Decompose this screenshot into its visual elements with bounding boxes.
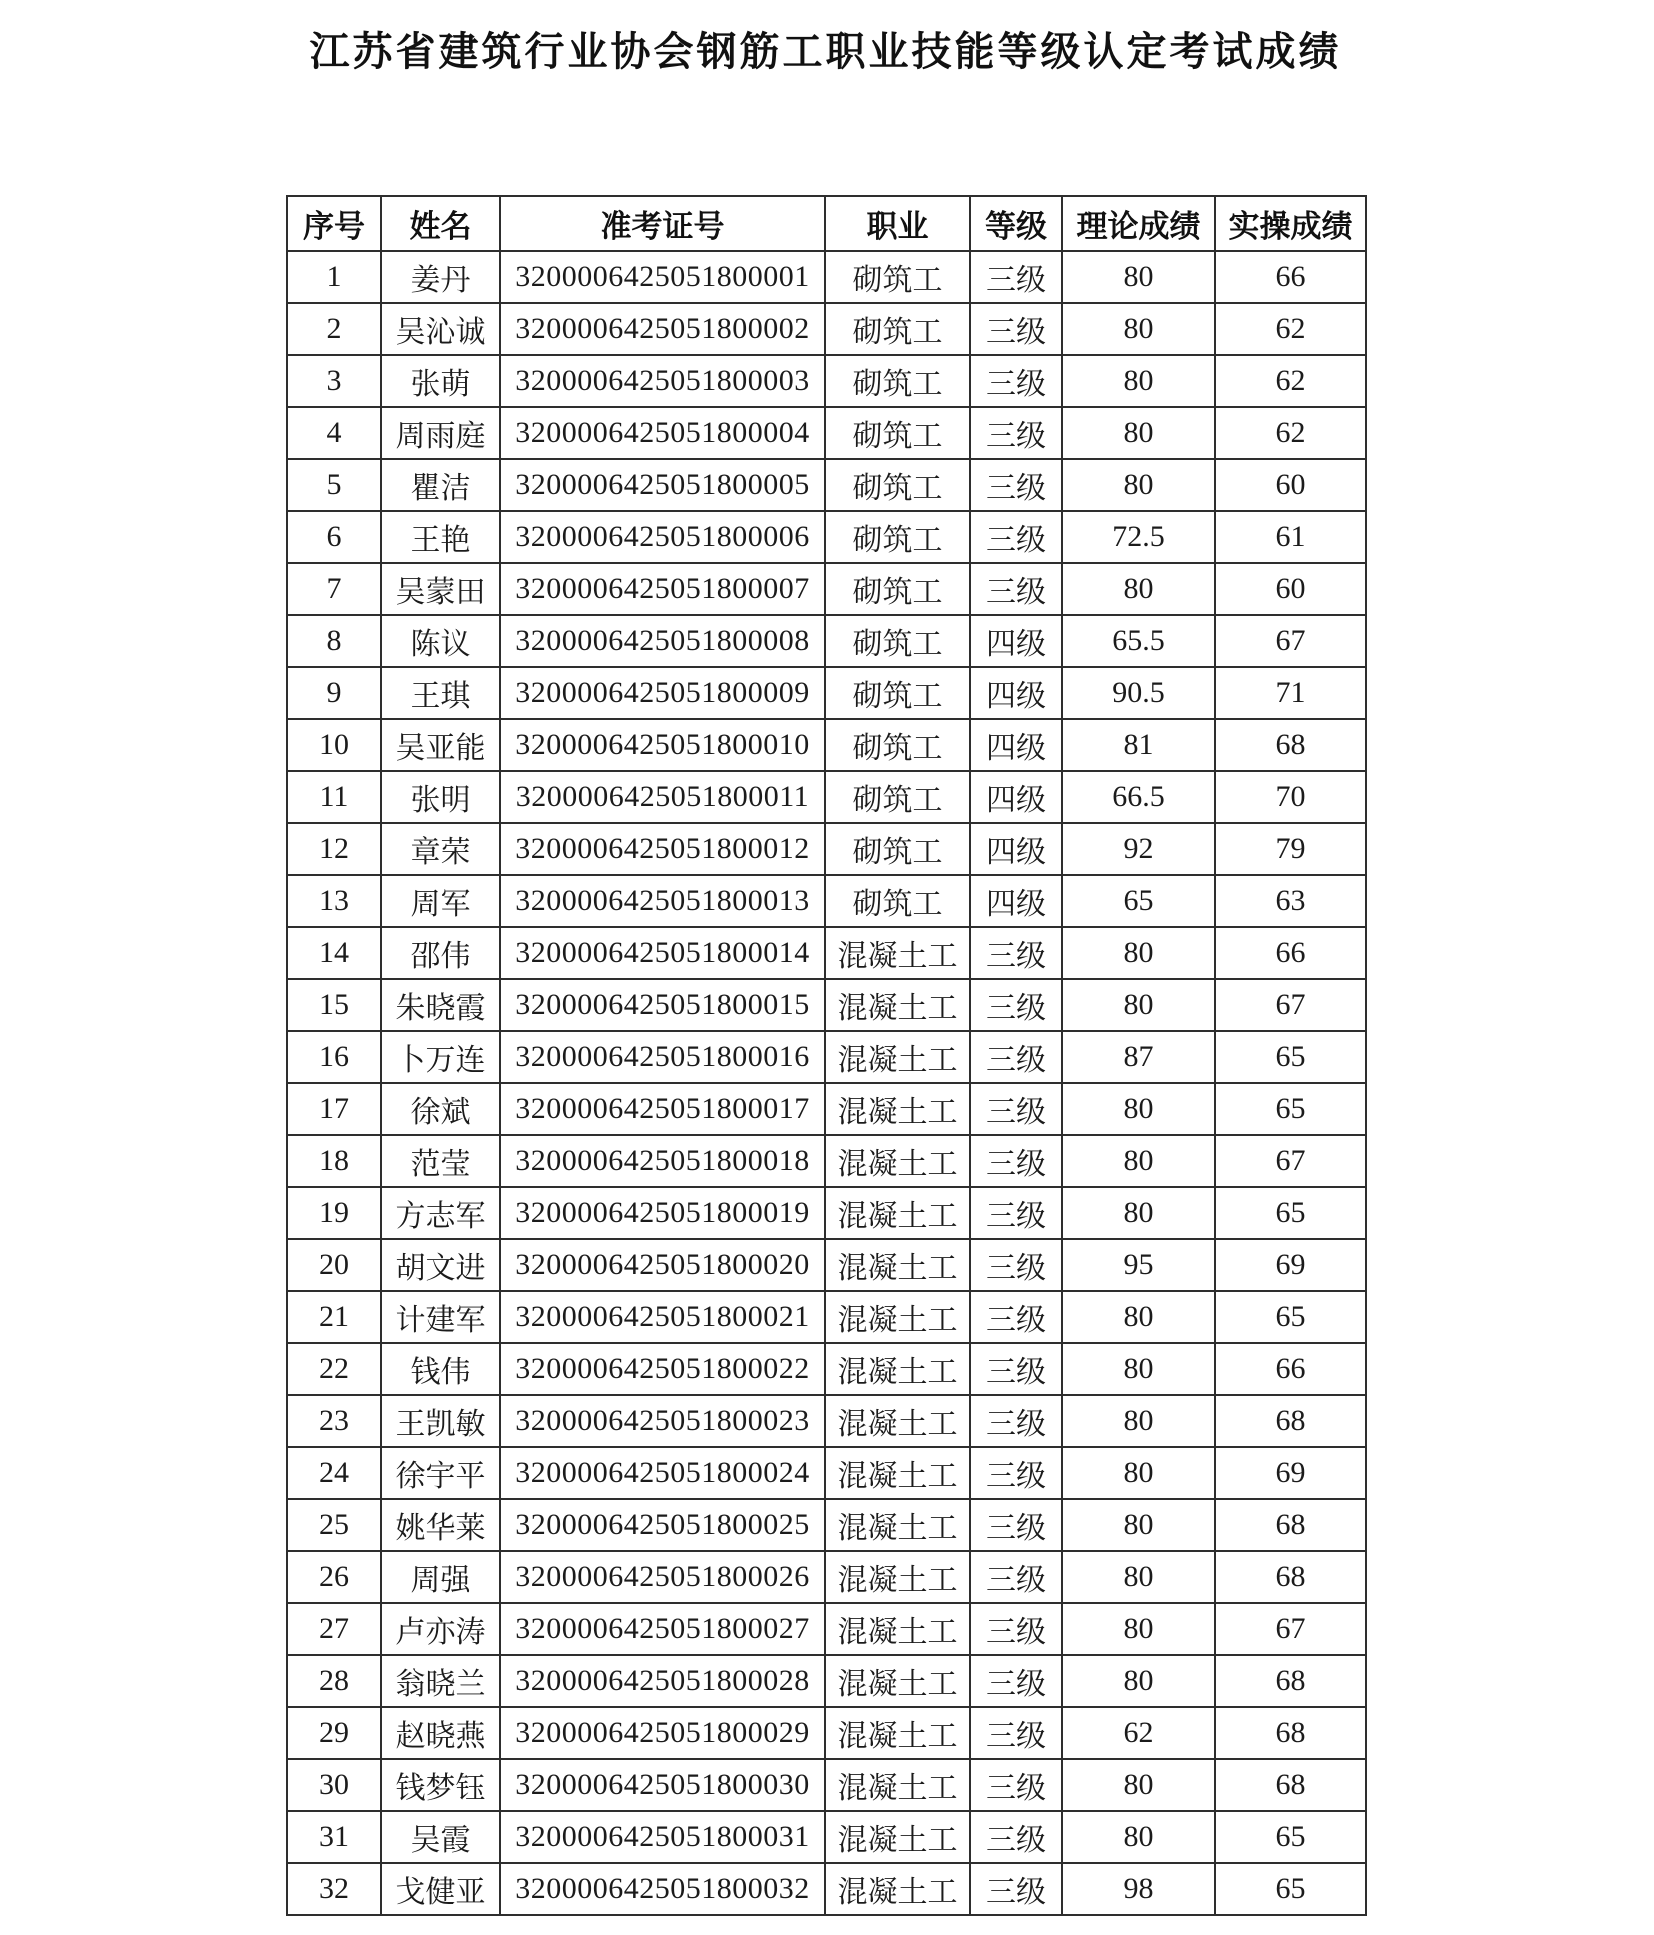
cell-ticket-number: 3200006425051800007 [500, 563, 825, 615]
cell-practical-score: 66 [1215, 251, 1366, 303]
cell-theory-score: 80 [1062, 1603, 1215, 1655]
cell-level: 三级 [970, 1499, 1062, 1551]
cell-theory-score: 80 [1062, 1083, 1215, 1135]
cell-name: 张明 [381, 771, 500, 823]
cell-ticket-number: 3200006425051800024 [500, 1447, 825, 1499]
cell-ticket-number: 3200006425051800011 [500, 771, 825, 823]
table-row [287, 355, 1366, 407]
cell-occupation: 混凝土工 [825, 1707, 970, 1759]
cell-level: 三级 [970, 459, 1062, 511]
cell-index: 25 [287, 1499, 381, 1551]
cell-level: 三级 [970, 1395, 1062, 1447]
cell-occupation: 砌筑工 [825, 875, 970, 927]
cell-occupation: 混凝土工 [825, 1447, 970, 1499]
cell-name: 周强 [381, 1551, 500, 1603]
cell-theory-score: 80 [1062, 1395, 1215, 1447]
cell-name: 吴沁诚 [381, 303, 500, 355]
cell-practical-score: 62 [1215, 407, 1366, 459]
cell-practical-score: 68 [1215, 1655, 1366, 1707]
cell-occupation: 混凝土工 [825, 1759, 970, 1811]
cell-ticket-number: 3200006425051800025 [500, 1499, 825, 1551]
cell-level: 三级 [970, 1187, 1062, 1239]
cell-occupation: 混凝土工 [825, 1863, 970, 1915]
cell-name: 胡文进 [381, 1239, 500, 1291]
cell-index: 29 [287, 1707, 381, 1759]
cell-name: 方志军 [381, 1187, 500, 1239]
cell-practical-score: 66 [1215, 1343, 1366, 1395]
cell-occupation: 砌筑工 [825, 511, 970, 563]
cell-occupation: 砌筑工 [825, 615, 970, 667]
cell-theory-score: 80 [1062, 1759, 1215, 1811]
cell-theory-score: 90.5 [1062, 667, 1215, 719]
cell-level: 三级 [970, 979, 1062, 1031]
cell-occupation: 混凝土工 [825, 1603, 970, 1655]
cell-name: 徐宇平 [381, 1447, 500, 1499]
cell-name: 钱伟 [381, 1343, 500, 1395]
cell-practical-score: 60 [1215, 459, 1366, 511]
cell-name: 姚华莱 [381, 1499, 500, 1551]
cell-practical-score: 65 [1215, 1811, 1366, 1863]
cell-occupation: 混凝土工 [825, 979, 970, 1031]
cell-index: 8 [287, 615, 381, 667]
cell-ticket-number: 3200006425051800021 [500, 1291, 825, 1343]
cell-theory-score: 72.5 [1062, 511, 1215, 563]
cell-theory-score: 80 [1062, 1343, 1215, 1395]
cell-level: 三级 [970, 1759, 1062, 1811]
cell-practical-score: 68 [1215, 1759, 1366, 1811]
cell-ticket-number: 3200006425051800029 [500, 1707, 825, 1759]
header-col-name: 姓名 [381, 196, 500, 251]
table-row [287, 563, 1366, 615]
cell-practical-score: 65 [1215, 1083, 1366, 1135]
cell-index: 30 [287, 1759, 381, 1811]
cell-practical-score: 67 [1215, 615, 1366, 667]
cell-level: 三级 [970, 1291, 1062, 1343]
cell-ticket-number: 3200006425051800009 [500, 667, 825, 719]
cell-ticket-number: 3200006425051800008 [500, 615, 825, 667]
cell-name: 朱晓霞 [381, 979, 500, 1031]
cell-occupation: 砌筑工 [825, 407, 970, 459]
table-row [287, 1239, 1366, 1291]
cell-level: 三级 [970, 511, 1062, 563]
cell-ticket-number: 3200006425051800006 [500, 511, 825, 563]
cell-level: 四级 [970, 823, 1062, 875]
results-table [286, 195, 1367, 1916]
cell-ticket-number: 3200006425051800023 [500, 1395, 825, 1447]
table-row [287, 1291, 1366, 1343]
cell-practical-score: 66 [1215, 927, 1366, 979]
table-row [287, 1811, 1366, 1863]
cell-index: 24 [287, 1447, 381, 1499]
table-row [287, 771, 1366, 823]
cell-practical-score: 70 [1215, 771, 1366, 823]
cell-occupation: 混凝土工 [825, 927, 970, 979]
cell-name: 范莹 [381, 1135, 500, 1187]
cell-level: 三级 [970, 1239, 1062, 1291]
cell-theory-score: 95 [1062, 1239, 1215, 1291]
cell-practical-score: 65 [1215, 1031, 1366, 1083]
cell-index: 17 [287, 1083, 381, 1135]
table-row [287, 511, 1366, 563]
table-row [287, 1447, 1366, 1499]
cell-theory-score: 80 [1062, 1291, 1215, 1343]
cell-occupation: 混凝土工 [825, 1291, 970, 1343]
cell-name: 王凯敏 [381, 1395, 500, 1447]
table-row [287, 1499, 1366, 1551]
cell-level: 四级 [970, 771, 1062, 823]
table-row [287, 1083, 1366, 1135]
cell-practical-score: 68 [1215, 1551, 1366, 1603]
table-row [287, 251, 1366, 303]
cell-level: 三级 [970, 1863, 1062, 1915]
cell-level: 三级 [970, 1655, 1062, 1707]
cell-index: 13 [287, 875, 381, 927]
cell-theory-score: 80 [1062, 1551, 1215, 1603]
cell-theory-score: 66.5 [1062, 771, 1215, 823]
page-title: 江苏省建筑行业协会钢筋工职业技能等级认定考试成绩 [309, 29, 1342, 74]
cell-name: 徐斌 [381, 1083, 500, 1135]
cell-ticket-number: 3200006425051800010 [500, 719, 825, 771]
cell-name: 翁晓兰 [381, 1655, 500, 1707]
table-row [287, 407, 1366, 459]
cell-occupation: 混凝土工 [825, 1083, 970, 1135]
cell-level: 四级 [970, 667, 1062, 719]
cell-theory-score: 80 [1062, 1811, 1215, 1863]
cell-ticket-number: 3200006425051800018 [500, 1135, 825, 1187]
cell-occupation: 混凝土工 [825, 1031, 970, 1083]
cell-ticket-number: 3200006425051800030 [500, 1759, 825, 1811]
cell-practical-score: 68 [1215, 1707, 1366, 1759]
cell-name: 瞿洁 [381, 459, 500, 511]
header-col-theory-score: 理论成绩 [1062, 196, 1215, 251]
table-header [287, 196, 1366, 251]
table-row [287, 1863, 1366, 1915]
cell-practical-score: 62 [1215, 303, 1366, 355]
cell-ticket-number: 3200006425051800022 [500, 1343, 825, 1395]
cell-occupation: 混凝土工 [825, 1655, 970, 1707]
cell-name: 姜丹 [381, 251, 500, 303]
cell-index: 18 [287, 1135, 381, 1187]
cell-theory-score: 80 [1062, 563, 1215, 615]
cell-ticket-number: 3200006425051800031 [500, 1811, 825, 1863]
cell-occupation: 混凝土工 [825, 1135, 970, 1187]
cell-theory-score: 80 [1062, 251, 1215, 303]
table-row [287, 1655, 1366, 1707]
cell-theory-score: 80 [1062, 355, 1215, 407]
header-col-occupation: 职业 [825, 196, 970, 251]
cell-ticket-number: 3200006425051800027 [500, 1603, 825, 1655]
cell-theory-score: 80 [1062, 1135, 1215, 1187]
cell-name: 计建军 [381, 1291, 500, 1343]
cell-practical-score: 79 [1215, 823, 1366, 875]
cell-level: 三级 [970, 1083, 1062, 1135]
cell-level: 三级 [970, 1135, 1062, 1187]
cell-index: 20 [287, 1239, 381, 1291]
cell-index: 27 [287, 1603, 381, 1655]
cell-name: 吴霞 [381, 1811, 500, 1863]
cell-theory-score: 81 [1062, 719, 1215, 771]
cell-occupation: 砌筑工 [825, 251, 970, 303]
table-row [287, 875, 1366, 927]
cell-practical-score: 60 [1215, 563, 1366, 615]
cell-ticket-number: 3200006425051800001 [500, 251, 825, 303]
cell-practical-score: 65 [1215, 1187, 1366, 1239]
cell-name: 吴亚能 [381, 719, 500, 771]
table-row [287, 979, 1366, 1031]
cell-index: 12 [287, 823, 381, 875]
cell-ticket-number: 3200006425051800016 [500, 1031, 825, 1083]
cell-theory-score: 92 [1062, 823, 1215, 875]
table-row [287, 615, 1366, 667]
cell-level: 三级 [970, 407, 1062, 459]
cell-theory-score: 62 [1062, 1707, 1215, 1759]
cell-theory-score: 80 [1062, 1187, 1215, 1239]
cell-level: 四级 [970, 615, 1062, 667]
cell-level: 三级 [970, 1707, 1062, 1759]
cell-index: 5 [287, 459, 381, 511]
cell-occupation: 混凝土工 [825, 1551, 970, 1603]
cell-practical-score: 67 [1215, 1135, 1366, 1187]
cell-ticket-number: 3200006425051800015 [500, 979, 825, 1031]
cell-practical-score: 63 [1215, 875, 1366, 927]
cell-level: 三级 [970, 1603, 1062, 1655]
cell-occupation: 混凝土工 [825, 1499, 970, 1551]
cell-practical-score: 69 [1215, 1239, 1366, 1291]
cell-theory-score: 80 [1062, 1447, 1215, 1499]
cell-ticket-number: 3200006425051800003 [500, 355, 825, 407]
cell-level: 三级 [970, 1447, 1062, 1499]
cell-name: 钱梦钰 [381, 1759, 500, 1811]
header-row [287, 196, 1366, 251]
table-row [287, 1187, 1366, 1239]
cell-occupation: 砌筑工 [825, 459, 970, 511]
table-row [287, 459, 1366, 511]
cell-name: 张萌 [381, 355, 500, 407]
cell-occupation: 砌筑工 [825, 303, 970, 355]
cell-ticket-number: 3200006425051800020 [500, 1239, 825, 1291]
cell-ticket-number: 3200006425051800017 [500, 1083, 825, 1135]
header-col-practical-score: 实操成绩 [1215, 196, 1366, 251]
cell-index: 2 [287, 303, 381, 355]
cell-index: 26 [287, 1551, 381, 1603]
cell-index: 15 [287, 979, 381, 1031]
cell-index: 1 [287, 251, 381, 303]
cell-ticket-number: 3200006425051800019 [500, 1187, 825, 1239]
cell-occupation: 砌筑工 [825, 667, 970, 719]
cell-occupation: 混凝土工 [825, 1395, 970, 1447]
cell-practical-score: 67 [1215, 1603, 1366, 1655]
cell-index: 28 [287, 1655, 381, 1707]
cell-name: 赵晓燕 [381, 1707, 500, 1759]
cell-index: 7 [287, 563, 381, 615]
cell-occupation: 砌筑工 [825, 771, 970, 823]
cell-ticket-number: 3200006425051800013 [500, 875, 825, 927]
cell-theory-score: 98 [1062, 1863, 1215, 1915]
table-row [287, 1551, 1366, 1603]
cell-level: 三级 [970, 303, 1062, 355]
cell-index: 23 [287, 1395, 381, 1447]
cell-name: 吴蒙田 [381, 563, 500, 615]
table-row [287, 1395, 1366, 1447]
cell-index: 9 [287, 667, 381, 719]
cell-theory-score: 87 [1062, 1031, 1215, 1083]
cell-ticket-number: 3200006425051800028 [500, 1655, 825, 1707]
cell-ticket-number: 3200006425051800026 [500, 1551, 825, 1603]
cell-level: 三级 [970, 1031, 1062, 1083]
cell-index: 3 [287, 355, 381, 407]
table-row [287, 927, 1366, 979]
cell-ticket-number: 3200006425051800014 [500, 927, 825, 979]
table-row [287, 1759, 1366, 1811]
cell-name: 周雨庭 [381, 407, 500, 459]
cell-occupation: 砌筑工 [825, 563, 970, 615]
cell-occupation: 砌筑工 [825, 823, 970, 875]
table-row [287, 823, 1366, 875]
table-row [287, 303, 1366, 355]
cell-ticket-number: 3200006425051800012 [500, 823, 825, 875]
cell-occupation: 砌筑工 [825, 719, 970, 771]
cell-index: 19 [287, 1187, 381, 1239]
cell-index: 6 [287, 511, 381, 563]
cell-theory-score: 80 [1062, 407, 1215, 459]
cell-index: 10 [287, 719, 381, 771]
results-table-body [287, 251, 1366, 1915]
cell-practical-score: 62 [1215, 355, 1366, 407]
cell-occupation: 混凝土工 [825, 1187, 970, 1239]
cell-theory-score: 80 [1062, 979, 1215, 1031]
cell-theory-score: 65 [1062, 875, 1215, 927]
cell-level: 三级 [970, 251, 1062, 303]
cell-name: 戈健亚 [381, 1863, 500, 1915]
cell-index: 4 [287, 407, 381, 459]
cell-occupation: 砌筑工 [825, 355, 970, 407]
cell-ticket-number: 3200006425051800032 [500, 1863, 825, 1915]
cell-theory-score: 80 [1062, 303, 1215, 355]
cell-ticket-number: 3200006425051800005 [500, 459, 825, 511]
table-row [287, 1135, 1366, 1187]
cell-practical-score: 68 [1215, 1395, 1366, 1447]
cell-theory-score: 80 [1062, 1499, 1215, 1551]
table-row [287, 719, 1366, 771]
cell-theory-score: 80 [1062, 927, 1215, 979]
cell-theory-score: 80 [1062, 459, 1215, 511]
cell-practical-score: 61 [1215, 511, 1366, 563]
cell-practical-score: 68 [1215, 719, 1366, 771]
cell-level: 三级 [970, 927, 1062, 979]
cell-level: 三级 [970, 1551, 1062, 1603]
header-col-ticket-number: 准考证号 [500, 196, 825, 251]
cell-level: 三级 [970, 563, 1062, 615]
cell-practical-score: 65 [1215, 1863, 1366, 1915]
cell-occupation: 混凝土工 [825, 1343, 970, 1395]
cell-occupation: 混凝土工 [825, 1811, 970, 1863]
table-row [287, 1707, 1366, 1759]
cell-theory-score: 80 [1062, 1655, 1215, 1707]
cell-index: 32 [287, 1863, 381, 1915]
cell-index: 31 [287, 1811, 381, 1863]
cell-name: 王艳 [381, 511, 500, 563]
header-col-index: 序号 [287, 196, 381, 251]
cell-index: 22 [287, 1343, 381, 1395]
cell-name: 邵伟 [381, 927, 500, 979]
table-row [287, 1343, 1366, 1395]
cell-index: 21 [287, 1291, 381, 1343]
cell-ticket-number: 3200006425051800004 [500, 407, 825, 459]
cell-index: 11 [287, 771, 381, 823]
cell-level: 四级 [970, 719, 1062, 771]
table-row [287, 1603, 1366, 1655]
cell-name: 周军 [381, 875, 500, 927]
header-col-level: 等级 [970, 196, 1062, 251]
cell-level: 三级 [970, 1811, 1062, 1863]
cell-ticket-number: 3200006425051800002 [500, 303, 825, 355]
cell-name: 陈议 [381, 615, 500, 667]
cell-practical-score: 65 [1215, 1291, 1366, 1343]
cell-level: 三级 [970, 355, 1062, 407]
cell-level: 三级 [970, 1343, 1062, 1395]
cell-name: 王琪 [381, 667, 500, 719]
cell-level: 四级 [970, 875, 1062, 927]
cell-theory-score: 65.5 [1062, 615, 1215, 667]
cell-index: 16 [287, 1031, 381, 1083]
cell-practical-score: 69 [1215, 1447, 1366, 1499]
cell-practical-score: 67 [1215, 979, 1366, 1031]
cell-index: 14 [287, 927, 381, 979]
cell-name: 卢亦涛 [381, 1603, 500, 1655]
cell-name: 卜万连 [381, 1031, 500, 1083]
table-row [287, 1031, 1366, 1083]
table-row [287, 667, 1366, 719]
cell-name: 章荣 [381, 823, 500, 875]
cell-practical-score: 71 [1215, 667, 1366, 719]
cell-practical-score: 68 [1215, 1499, 1366, 1551]
cell-occupation: 混凝土工 [825, 1239, 970, 1291]
